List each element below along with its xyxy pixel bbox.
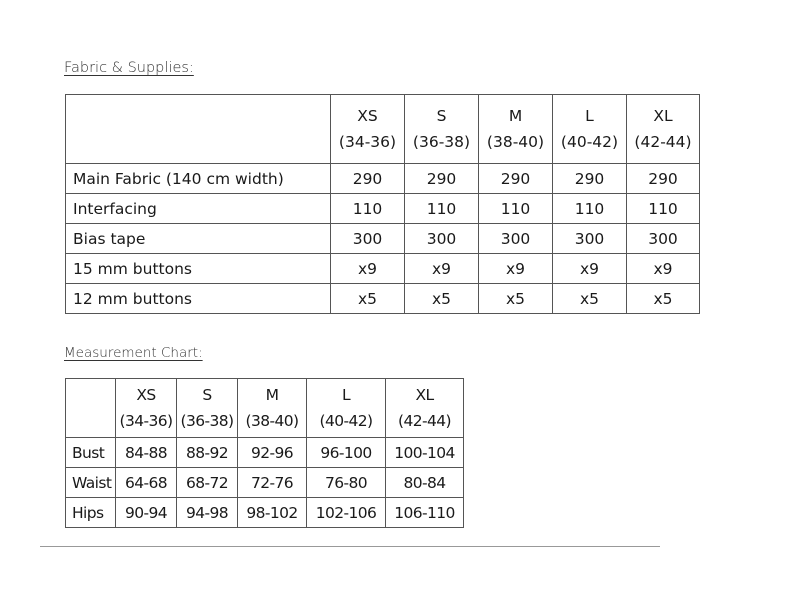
table-row bbox=[66, 224, 700, 254]
size-code: XL bbox=[415, 386, 434, 404]
row-label: 15 mm buttons bbox=[66, 254, 331, 284]
measurement-size-header bbox=[177, 379, 238, 438]
table-cell: 100-104 bbox=[386, 438, 464, 468]
table-row bbox=[66, 284, 700, 314]
row-label: Hips bbox=[66, 498, 116, 528]
size-code: XS bbox=[357, 107, 378, 125]
row-label: Bias tape bbox=[66, 224, 331, 254]
table-cell: x5 bbox=[331, 284, 405, 314]
table-cell: 102-106 bbox=[307, 498, 386, 528]
fabric-supplies-table bbox=[65, 94, 700, 314]
table-cell: 290 bbox=[627, 164, 700, 194]
table-cell: 110 bbox=[479, 194, 553, 224]
measurement-header-row bbox=[66, 379, 464, 438]
row-label: 12 mm buttons bbox=[66, 284, 331, 314]
size-range: (34-36) bbox=[119, 412, 173, 430]
measurement-chart-table bbox=[65, 378, 464, 528]
size-range: (36-38) bbox=[412, 133, 471, 151]
measurement-size-header bbox=[116, 379, 177, 438]
table-cell: 106-110 bbox=[386, 498, 464, 528]
table-cell: 110 bbox=[627, 194, 700, 224]
table-row bbox=[66, 468, 464, 498]
table-cell: 300 bbox=[331, 224, 405, 254]
table-cell: 64-68 bbox=[116, 468, 177, 498]
size-code: XL bbox=[653, 107, 673, 125]
fabric-size-header bbox=[627, 95, 700, 164]
table-cell: x5 bbox=[479, 284, 553, 314]
size-code: XS bbox=[136, 386, 156, 404]
table-row bbox=[66, 438, 464, 468]
size-code: M bbox=[508, 107, 523, 125]
table-cell: x9 bbox=[627, 254, 700, 284]
size-range: (38-40) bbox=[486, 133, 545, 151]
size-code: S bbox=[436, 107, 447, 125]
table-cell: 80-84 bbox=[386, 468, 464, 498]
measurement-size-header bbox=[238, 379, 307, 438]
table-cell: 96-100 bbox=[307, 438, 386, 468]
size-range: (36-38) bbox=[180, 412, 234, 430]
fabric-size-header bbox=[405, 95, 479, 164]
table-cell: x5 bbox=[405, 284, 479, 314]
size-range: (34-36) bbox=[338, 133, 397, 151]
table-cell: 94-98 bbox=[177, 498, 238, 528]
table-cell: 110 bbox=[331, 194, 405, 224]
measurement-size-header bbox=[307, 379, 386, 438]
table-row bbox=[66, 164, 700, 194]
row-label: Waist bbox=[66, 468, 116, 498]
row-label: Bust bbox=[66, 438, 116, 468]
table-cell: 72-76 bbox=[238, 468, 307, 498]
table-cell: 98-102 bbox=[238, 498, 307, 528]
table-cell: 290 bbox=[479, 164, 553, 194]
size-code: L bbox=[585, 107, 594, 125]
table-cell: 110 bbox=[405, 194, 479, 224]
table-cell: x5 bbox=[553, 284, 627, 314]
table-cell: 88-92 bbox=[177, 438, 238, 468]
size-code: S bbox=[202, 386, 212, 404]
measurement-size-header bbox=[386, 379, 464, 438]
fabric-header-corner bbox=[66, 95, 331, 164]
table-cell: 84-88 bbox=[116, 438, 177, 468]
table-cell: x9 bbox=[553, 254, 627, 284]
table-cell: 68-72 bbox=[177, 468, 238, 498]
fabric-header-row bbox=[66, 95, 700, 164]
size-range: (40-42) bbox=[319, 412, 373, 430]
size-range: (42-44) bbox=[634, 133, 692, 151]
fabric-size-header bbox=[553, 95, 627, 164]
size-code: M bbox=[265, 386, 279, 404]
table-cell: 300 bbox=[627, 224, 700, 254]
table-row bbox=[66, 498, 464, 528]
table-cell: 300 bbox=[553, 224, 627, 254]
table-cell: x9 bbox=[331, 254, 405, 284]
table-cell: x9 bbox=[405, 254, 479, 284]
table-cell: 110 bbox=[553, 194, 627, 224]
table-cell: 290 bbox=[331, 164, 405, 194]
table-cell: x9 bbox=[479, 254, 553, 284]
table-cell: 90-94 bbox=[116, 498, 177, 528]
table-cell: 290 bbox=[553, 164, 627, 194]
row-label: Main Fabric (140 cm width) bbox=[66, 164, 331, 194]
size-range: (38-40) bbox=[245, 412, 299, 430]
size-code: L bbox=[341, 386, 351, 404]
table-row bbox=[66, 254, 700, 284]
fabric-size-header bbox=[479, 95, 553, 164]
table-cell: 76-80 bbox=[307, 468, 386, 498]
table-cell: 92-96 bbox=[238, 438, 307, 468]
table-row bbox=[66, 194, 700, 224]
table-cell: 300 bbox=[479, 224, 553, 254]
table-cell: x5 bbox=[627, 284, 700, 314]
fabric-size-header bbox=[331, 95, 405, 164]
bottom-divider bbox=[40, 546, 660, 547]
measurement-chart-title: Measurement Chart: bbox=[64, 345, 203, 361]
table-cell: 300 bbox=[405, 224, 479, 254]
size-range: (42-44) bbox=[398, 412, 451, 430]
measurement-header-corner bbox=[66, 379, 116, 438]
fabric-supplies-title: Fabric & Supplies: bbox=[64, 60, 194, 76]
table-cell: 290 bbox=[405, 164, 479, 194]
row-label: Interfacing bbox=[66, 194, 331, 224]
size-range: (40-42) bbox=[560, 133, 619, 151]
